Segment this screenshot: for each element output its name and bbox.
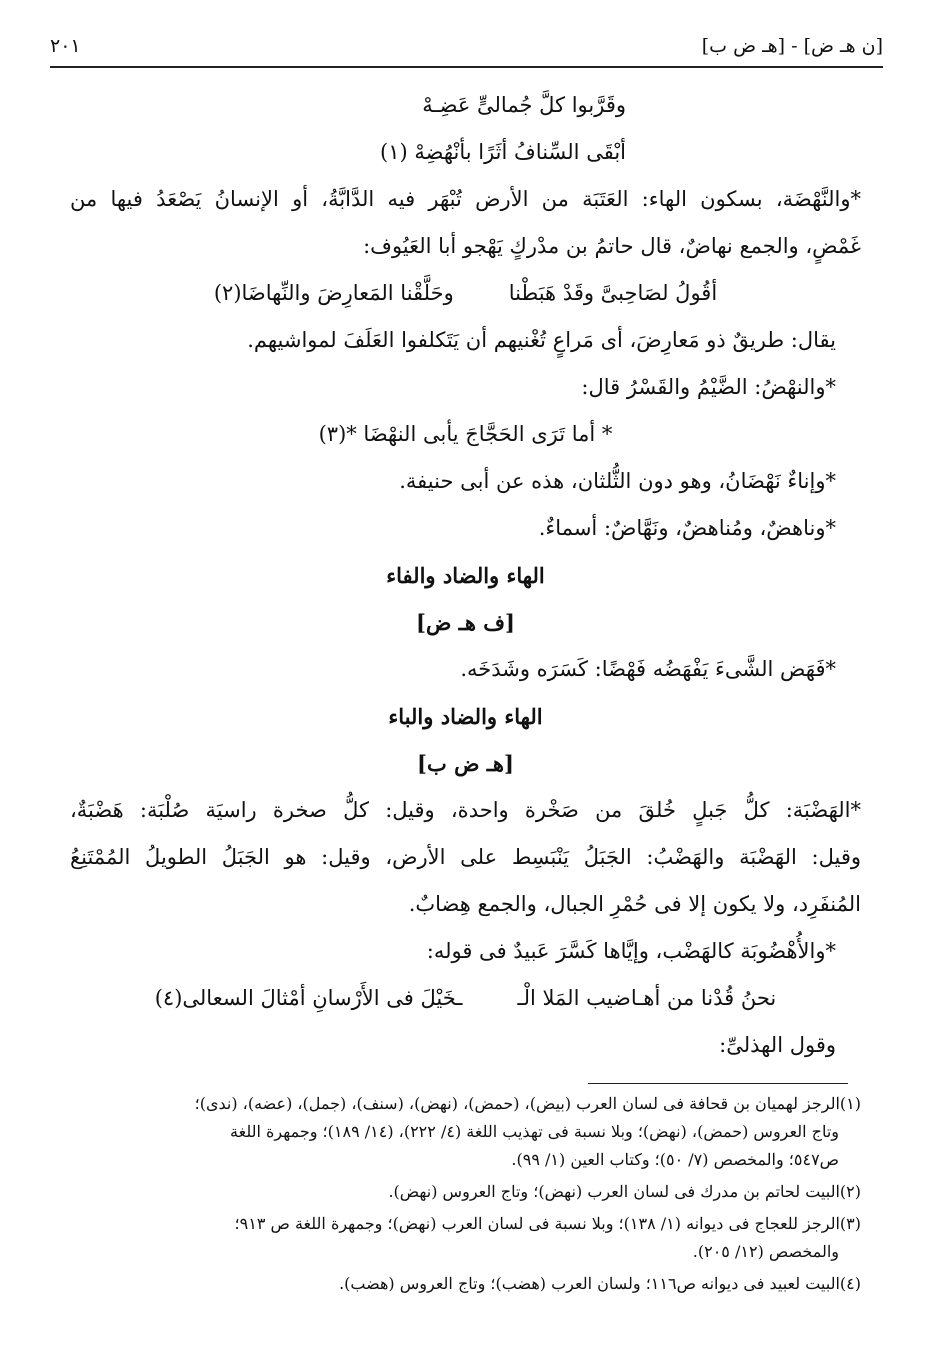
poetry-hemistich: نحنُ قُدْنا من أهـاضيب المَلا الْـ (517, 986, 777, 1010)
footnote-line: (٢)البيت لحاتم بن مدرك فى لسان العرب (نهض)؛ وتاج العروس (نهض). (388, 1182, 861, 1201)
root-heading: [ف هـ ض] (416, 610, 515, 635)
verse-line: أبْقَى السِّنافُ أثَرًا بأنْهُضِهْ (١) (380, 140, 626, 164)
poetry-hemistich: ـخَيْلَ فى الأَرْسانِ أمْثالَ السعالى(٤) (154, 986, 463, 1010)
paragraph-line: غَمْضٍ، والجمع نهاضٌ، قال حاتمُ بن مدْركٍ يَهْجو أبا العَيُوف: (363, 234, 861, 258)
footnote-line: (١)الرجز لهميان بن قحافة فى لسان العرب (بيض)، (حمض)، (نهض)، (سنف)، (جمل)، (عضه)، (ندى)؛ (194, 1094, 861, 1113)
paragraph-line: *والنَّهْضَة، بسكون الهاء: العَتَبَة من الأرض تُبْهَر فيه الدَّابَّةُ، أو الإنسانُ يَصْعَدُ فيها من (70, 187, 861, 211)
verse-line: وقَرَّبوا كلَّ جُمالىٍّ عَضِـهْ (422, 93, 626, 117)
poetry-hemistich: وحَلَّقْنا المَعارِضَ والنِّهاضَا(٢) (213, 281, 454, 305)
section-heading: الهاء والضاد والفاء (386, 563, 545, 588)
paragraph-line: *والنهْضُ: الضَّيْمُ والقَسْرُ قال: (581, 375, 836, 399)
footnotes (70, 1090, 861, 1298)
footnote-line: (٤)البيت لعبيد فى ديوانه ص١١٦؛ ولسان العرب (هضب)؛ وتاج العروس (هضب). (339, 1274, 861, 1293)
root-heading: [هـ ض ب] (417, 751, 514, 776)
page-header (50, 30, 883, 62)
paragraph-line: يقال: طريقٌ ذو مَعارِضَ، أى مَراعٍ تُغْنيهم أن يَتَكلفوا العَلَفَ لمواشيهم. (247, 328, 836, 352)
footnote-line: وتاج العروس (حمض)، (نهض)؛ وبلا نسبة فى تهذيب اللغة (٤/ ٢٢٢)، (١٤/ ١٨٩)؛ وجمهرة اللغة (230, 1122, 839, 1141)
verse-line: * أما تَرَى الحَجَّاجَ يأبى النهْضَا *(٣) (318, 422, 613, 446)
paragraph-line: المُنفَرِد، ولا يكون إلا فى حُمْرِ الجبال، والجمع هِضابٌ. (408, 892, 861, 916)
footnote-rule (588, 1083, 848, 1084)
paragraph-line: وقيل: الهَضْبَة والهَضْبُ: الجَبَلُ يَنْبَسِط على الأرض، وقيل: هو الجَبَلُ الطويلُ المُمْتَنِعُ (70, 845, 861, 869)
paragraph-line: *والأُهْضُوبَة كالهَضْب، وإيَّاها كَسَّرَ عَبيدٌ فى قوله: (426, 939, 836, 963)
poetry-couplet (70, 270, 861, 317)
footnote-line: ص٥٤٧؛ والمخصص (٧/ ٥٠)؛ وكتاب العين (١/ ٩٩). (511, 1150, 839, 1169)
running-head: [ن هـ ض] - [هـ ض ب] (701, 35, 883, 57)
paragraph-line: *الهَضْبَة: كلُّ جَبلٍ خُلقَ من صَخْرة واحدة، وقيل: كلُّ صخرة راسيَة صُلْبَة: هَضْبَةٌ، (70, 798, 861, 822)
paragraph-line: *فَهَض الشَّىءَ يَفْهَضُه فَهْضًا: كَسَرَه وشَدَخَه. (460, 657, 836, 681)
paragraph-line: *وناهضٌ، ومُناهضٌ، ونَهَّاضٌ: أسماءٌ. (538, 516, 836, 540)
poetry-hemistich: أقُولُ لصَاحِبىَّ وقَدْ هَبَطْنا (508, 281, 718, 305)
poetry-couplet (70, 975, 861, 1022)
header-rule (50, 66, 883, 68)
section-heading: الهاء والضاد والباء (388, 704, 543, 729)
footnote-line: (٣)الرجز للعجاج فى ديوانه (١/ ١٣٨)؛ وبلا نسبة فى لسان العرب (نهض)؛ وجمهرة اللغة ص ٩١٣؛ (234, 1214, 861, 1233)
main-text (70, 82, 861, 1069)
page-number: ٢٠١ (50, 35, 81, 57)
paragraph-line: *وإناءٌ نَهْضَانُ، وهو دون الثُّلثان، هذه عن أبى حنيفة. (399, 469, 836, 493)
footnote-line: والمخصص (١٢/ ٢٠٥). (692, 1242, 839, 1261)
paragraph-line: وقول الهذلىِّ: (719, 1033, 836, 1057)
